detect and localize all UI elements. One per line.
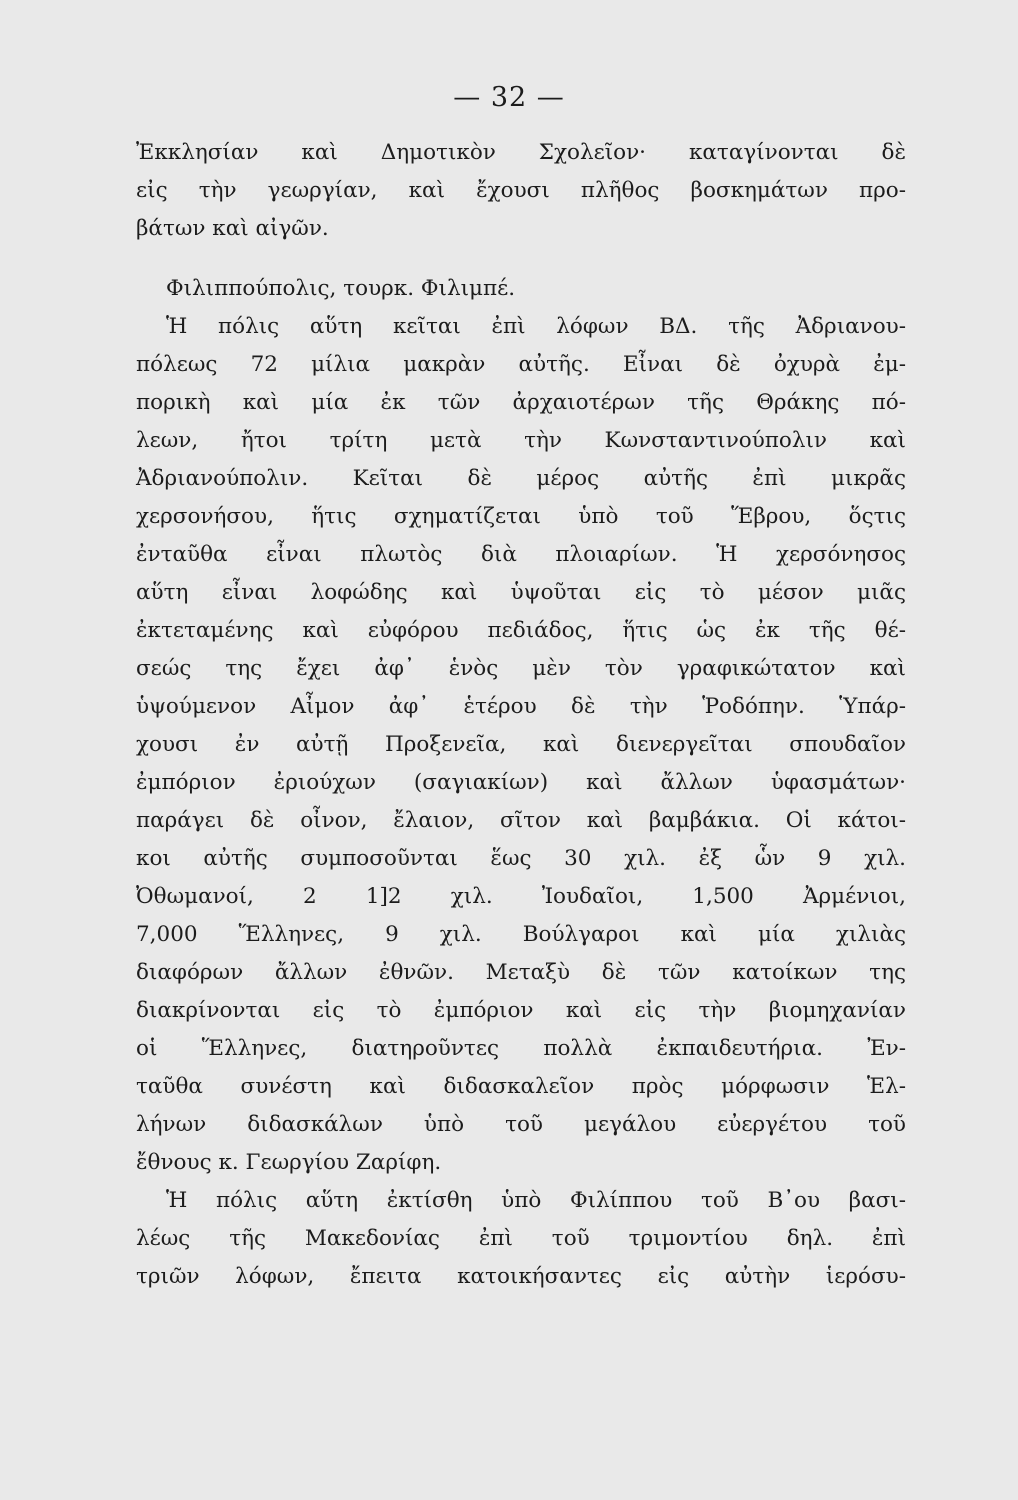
paragraph-founding bbox=[136, 1182, 906, 1296]
text-line: πορικὴ καὶ μία ἐκ τῶν ἀρχαιοτέρων τῆς Θράκης πό- bbox=[136, 390, 906, 415]
text-line: κοι αὐτῆς συμποσοῦνται ἕως 30 χιλ. ἐξ ὧν 9 χιλ. bbox=[136, 846, 906, 871]
text-line: 7,000 Ἕλληνες, 9 χιλ. Βούλγαροι καὶ μία χιλιὰς bbox=[136, 922, 906, 947]
text-line: ἔθνους κ. Γεωργίου Ζαρίφη. bbox=[136, 1150, 442, 1175]
text-line: οἱ Ἕλληνες, διατηροῦντες πολλὰ ἐκπαιδευτήρια. Ἐν- bbox=[136, 1036, 906, 1061]
text-line: ταῦθα συνέστη καὶ διδασκαλεῖον πρὸς μόρφωσιν Ἑλ- bbox=[136, 1074, 906, 1099]
paragraph-gap bbox=[136, 248, 906, 270]
text-line: ἐκτεταμένης καὶ εὐφόρου πεδιάδος, ἥτις ὡς ἐκ τῆς θέ- bbox=[136, 618, 906, 643]
text-line: λέως τῆς Μακεδονίας ἐπὶ τοῦ τριμοντίου δηλ. ἐπὶ bbox=[136, 1226, 906, 1251]
text-line: αὕτη εἶναι λοφώδης καὶ ὑψοῦται εἰς τὸ μέσον μιᾶς bbox=[136, 580, 906, 605]
text-line: Ἡ πόλις αὕτη κεῖται ἐπὶ λόφων ΒΔ. τῆς Ἀδριανου- bbox=[166, 314, 906, 339]
text-line: χουσι ἐν αὐτῇ Προξενεῖα, καὶ διενεργεῖται σπουδαῖον bbox=[136, 732, 906, 757]
text-line: βάτων καὶ αἰγῶν. bbox=[136, 216, 329, 241]
text-line: Ἡ πόλις αὕτη ἐκτίσθη ὑπὸ Φιλίππου τοῦ Β᾽ου βασι- bbox=[166, 1188, 906, 1213]
text-line: σεώς της ἔχει ἀφ᾽ ἑνὸς μὲν τὸν γραφικώτατον καὶ bbox=[136, 656, 906, 681]
text-line: εἰς τὴν γεωργίαν, καὶ ἔχουσι πλῆθος βοσκημάτων προ- bbox=[136, 178, 906, 203]
page-number: — 32 — bbox=[453, 82, 565, 113]
text-line: χερσονήσου, ἥτις σχηματίζεται ὑπὸ τοῦ Ἕβρου, ὅςτις bbox=[136, 504, 906, 529]
text-line: διαφόρων ἄλλων ἐθνῶν. Μεταξὺ δὲ τῶν κατοίκων της bbox=[136, 960, 906, 985]
text-line: πόλεως 72 μίλια μακρὰν αὐτῆς. Εἶναι δὲ ὀχυρὰ ἐμ- bbox=[136, 352, 906, 377]
paragraph-intro bbox=[136, 134, 906, 248]
section-heading: Φιλιππούπολις, τουρκ. Φιλιμπέ. bbox=[166, 276, 516, 301]
text-line: ὑψούμενον Αἶμον ἀφ᾽ ἑτέρου δὲ τὴν Ῥοδόπην. Ὑπάρ- bbox=[136, 694, 906, 719]
text-line: ἐνταῦθα εἶναι πλωτὸς διὰ πλοιαρίων. Ἡ χερσόνησος bbox=[136, 542, 906, 567]
text-line: τριῶν λόφων, ἔπειτα κατοικήσαντες εἰς αὐτὴν ἱερόσυ- bbox=[136, 1264, 906, 1289]
text-line: Ἀδριανούπολιν. Κεῖται δὲ μέρος αὐτῆς ἐπὶ μικρᾶς bbox=[136, 466, 906, 491]
text-line: παράγει δὲ οἶνον, ἔλαιον, σῖτον καὶ βαμβάκια. Οἱ κάτοι- bbox=[136, 808, 906, 833]
text-line: διακρίνονται εἰς τὸ ἐμπόριον καὶ εἰς τὴν βιομηχανίαν bbox=[136, 998, 906, 1023]
page-body bbox=[136, 134, 906, 1296]
text-line: λήνων διδασκάλων ὑπὸ τοῦ μεγάλου εὐεργέτου τοῦ bbox=[136, 1112, 906, 1137]
text-line: λεων, ἤτοι τρίτη μετὰ τὴν Κωνσταντινούπολιν καὶ bbox=[136, 428, 906, 453]
text-line: Ἐκκλησίαν καὶ Δημοτικὸν Σχολεῖον· καταγίνονται δὲ bbox=[136, 140, 906, 165]
text-line: Ὀθωμανοί, 2 1]2 χιλ. Ἰουδαῖοι, 1,500 Ἀρμένιοι, bbox=[136, 884, 906, 909]
paragraph-philippoupolis bbox=[136, 308, 906, 1182]
text-line: ἐμπόριον ἐριούχων (σαγιακίων) καὶ ἄλλων ὑφασμάτων· bbox=[136, 770, 906, 795]
